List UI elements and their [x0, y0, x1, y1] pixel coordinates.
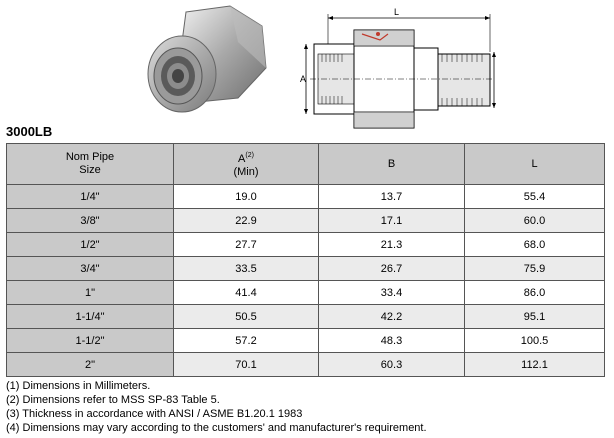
cell-a: 70.1	[174, 353, 319, 377]
cell-a: 33.5	[174, 257, 319, 281]
header-size-line1: Nom Pipe	[65, 151, 115, 163]
cell-l: 68.0	[465, 233, 605, 257]
table-row	[7, 185, 605, 209]
cell-size: 1-1/2"	[7, 329, 174, 353]
drawing-label-a: A	[300, 74, 307, 84]
cell-l: 100.5	[465, 329, 605, 353]
cell-l: 86.0	[465, 281, 605, 305]
header-b-label: B	[387, 157, 396, 170]
cell-a: 27.7	[174, 233, 319, 257]
header-a-label: A	[238, 153, 246, 165]
header-b	[319, 144, 465, 185]
header-a-min: (Min)	[233, 166, 259, 178]
cell-size: 3/4"	[7, 257, 174, 281]
table-row	[7, 353, 605, 377]
cell-size: 1-1/4"	[7, 305, 174, 329]
cell-b: 21.3	[319, 233, 465, 257]
cell-a: 41.4	[174, 281, 319, 305]
cell-b: 17.1	[319, 209, 465, 233]
cell-b: 60.3	[319, 353, 465, 377]
cell-b: 42.2	[319, 305, 465, 329]
footnote: (3) Thickness in accordance with ANSI / ASME B1.20.1 1983	[6, 408, 303, 420]
cell-a: 22.9	[174, 209, 319, 233]
header-a-superscript: (2)	[245, 152, 254, 159]
table-row	[7, 305, 605, 329]
cell-a: 19.0	[174, 185, 319, 209]
pressure-class-title: 3000LB	[6, 124, 53, 139]
cell-size: 1/2"	[7, 233, 174, 257]
union-cross-section-drawing	[292, 4, 502, 134]
table-row	[7, 281, 605, 305]
footnotes	[6, 379, 427, 435]
drawing-label-l: L	[394, 7, 400, 17]
cell-b: 26.7	[319, 257, 465, 281]
table-row	[7, 257, 605, 281]
footnote: (2) Dimensions refer to MSS SP-83 Table 5.	[6, 394, 220, 406]
header-nom-pipe-size	[7, 144, 174, 185]
header-l	[465, 144, 605, 185]
cell-a: 57.2	[174, 329, 319, 353]
union-fitting-photo	[138, 2, 278, 116]
cell-l: 55.4	[465, 185, 605, 209]
cell-size: 1/4"	[7, 185, 174, 209]
dimensions-table	[6, 143, 605, 377]
table-row	[7, 209, 605, 233]
footnote: (4) Dimensions may vary according to the customers' and manufacturer's requirement.	[6, 422, 427, 434]
cell-size: 3/8"	[7, 209, 174, 233]
cell-size: 2"	[7, 353, 174, 377]
header-a	[174, 144, 319, 185]
table-row	[7, 233, 605, 257]
table-row	[7, 329, 605, 353]
header-l-label: L	[531, 157, 538, 170]
cell-l: 95.1	[465, 305, 605, 329]
footnote: (1) Dimensions in Millimeters.	[6, 380, 151, 392]
cell-l: 112.1	[465, 353, 605, 377]
cell-size: 1"	[7, 281, 174, 305]
cell-l: 60.0	[465, 209, 605, 233]
table-header-row	[7, 144, 605, 185]
cell-b: 33.4	[319, 281, 465, 305]
cell-b: 48.3	[319, 329, 465, 353]
header-size-line2: Size	[79, 164, 101, 176]
cell-l: 75.9	[465, 257, 605, 281]
cell-b: 13.7	[319, 185, 465, 209]
cell-a: 50.5	[174, 305, 319, 329]
